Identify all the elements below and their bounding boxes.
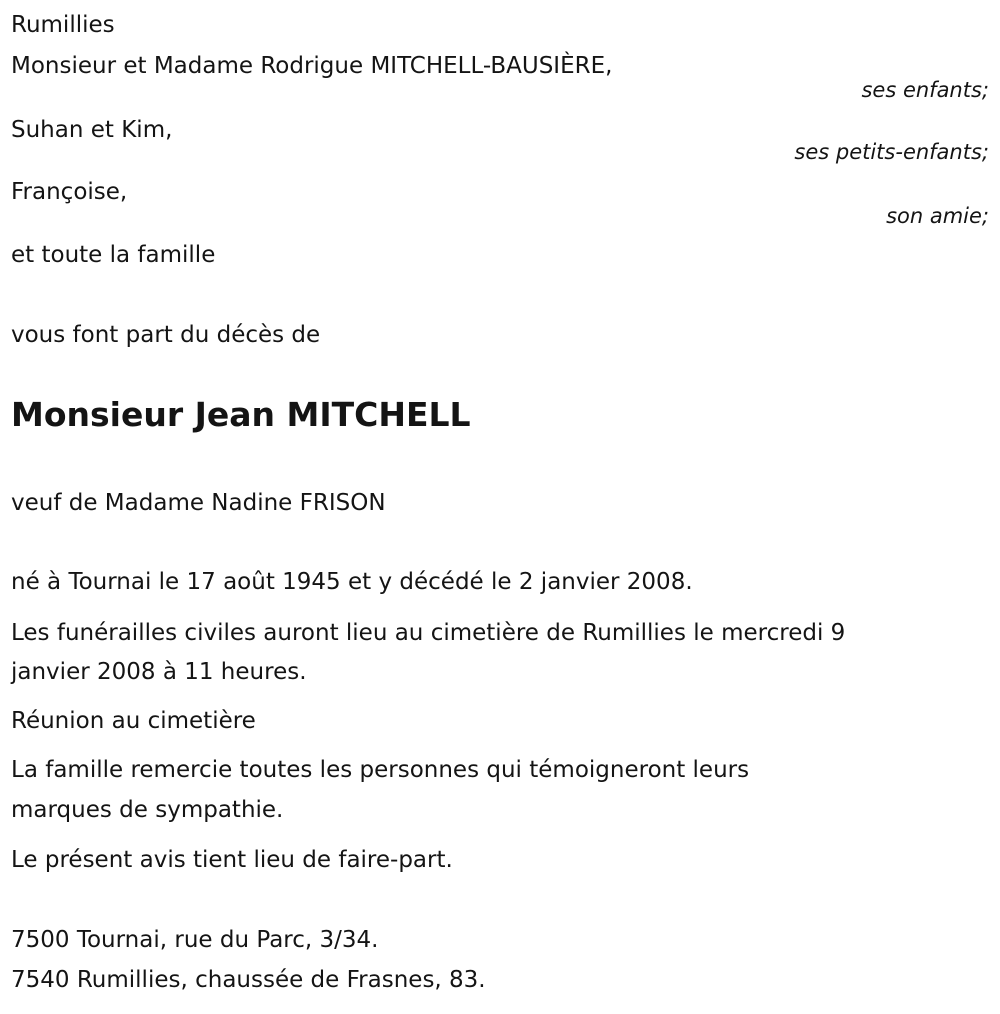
family: et toute la famille (11, 242, 216, 268)
notice: Le présent avis tient lieu de faire-part. (11, 847, 453, 873)
birth-death: né à Tournai le 17 août 1945 et y décédé le 2 janvier 2008. (11, 569, 693, 595)
funeral-line-1: Les funérailles civiles auront lieu au cimetière de Rumillies le mercredi 9 (11, 620, 846, 646)
thanks-line-1: La famille remercie toutes les personnes qui témoigneront leurs (11, 757, 750, 783)
grandchildren-names: Suhan et Kim, (11, 117, 173, 143)
place: Rumillies (11, 12, 115, 38)
grandchildren-role: ses petits-enfants; (794, 140, 989, 164)
children-role: ses enfants; (861, 78, 989, 102)
widower-line: veuf de Madame Nadine FRISON (11, 490, 386, 516)
children-names: Monsieur et Madame Rodrigue MITCHELL-BAUSIÈRE, (11, 53, 613, 79)
meeting: Réunion au cimetière (11, 708, 256, 734)
deceased-name: Monsieur Jean MITCHELL (11, 395, 471, 434)
address: 7500 Tournai, rue du Parc, 3/34. (11, 927, 379, 953)
friend-name: Françoise, (11, 179, 128, 205)
funeral-line-2: janvier 2008 à 11 heures. (11, 659, 307, 685)
address: 7540 Rumillies, chaussée de Frasnes, 83. (11, 967, 486, 993)
thanks-line-2: marques de sympathie. (11, 797, 284, 823)
announcement: vous font part du décès de (11, 322, 321, 348)
friend-role: son amie; (886, 204, 989, 228)
